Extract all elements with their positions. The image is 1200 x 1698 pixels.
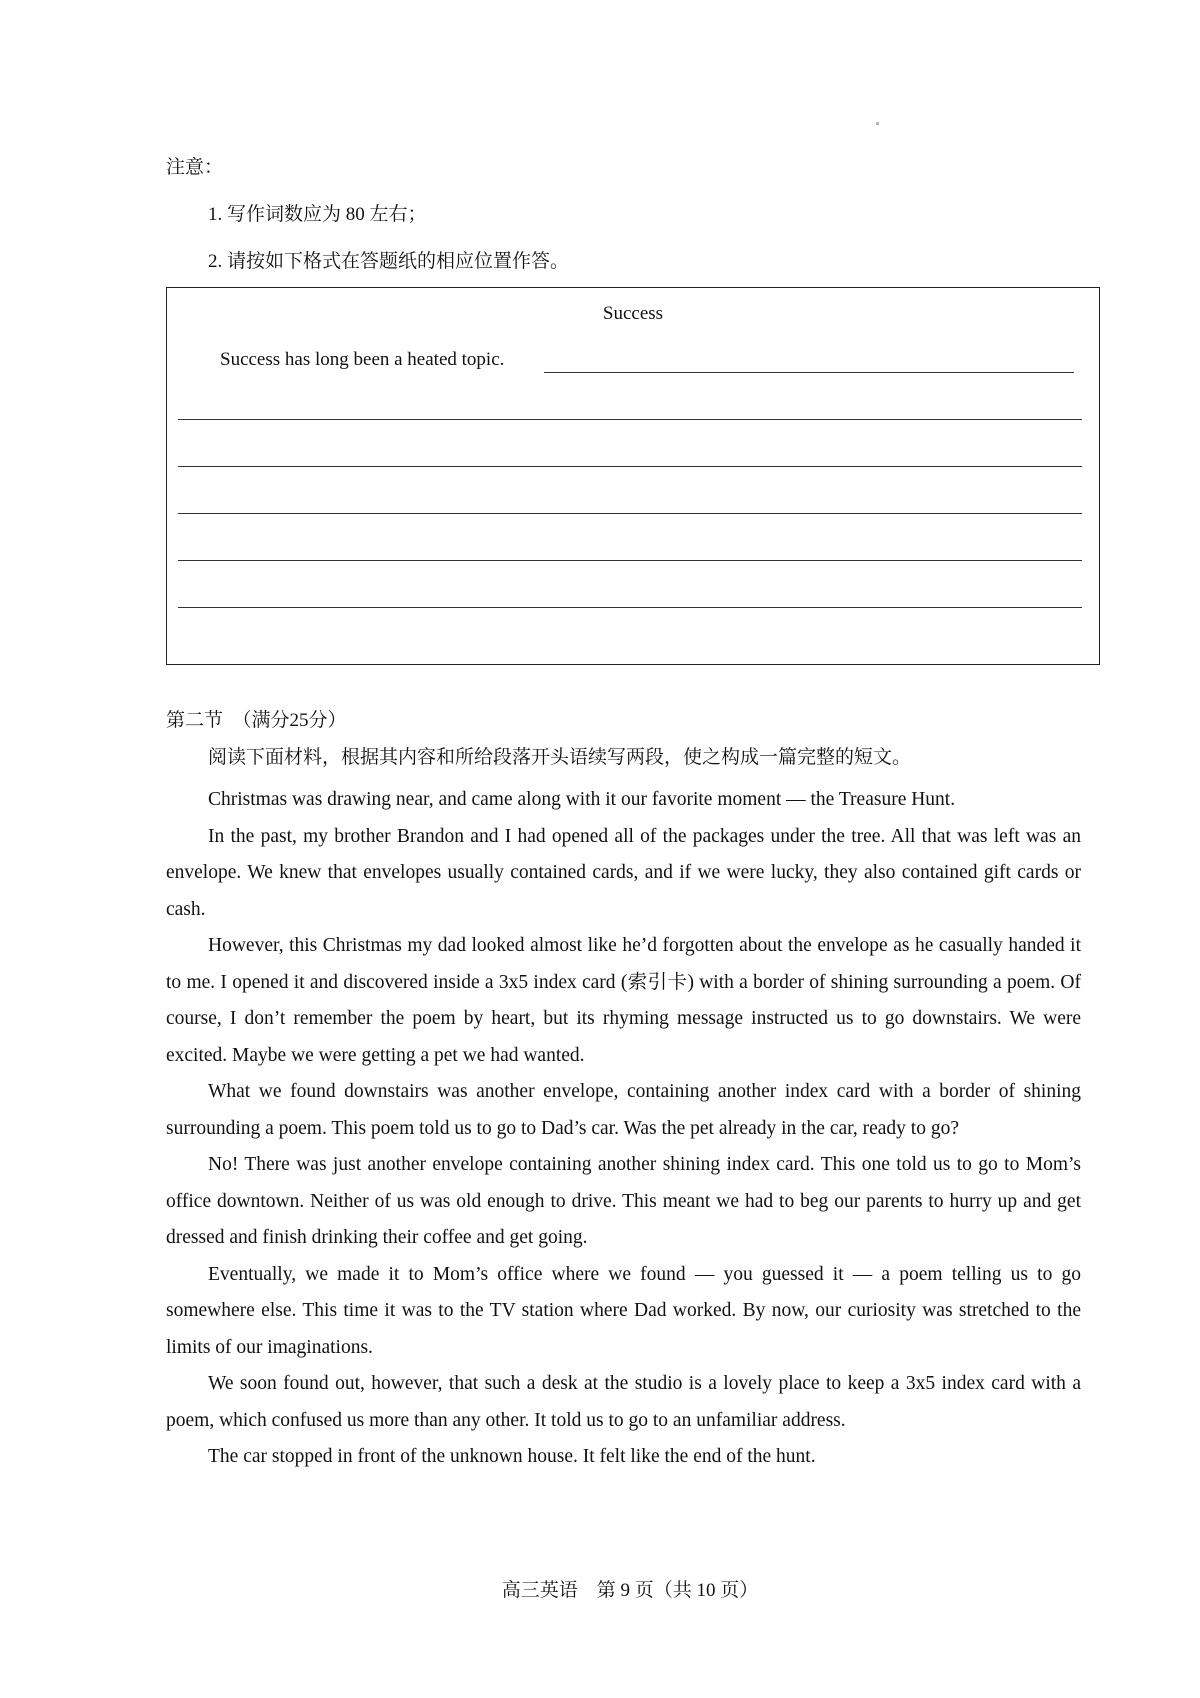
page-footer: 高三英语 第 9 页（共 10 页） [501, 1580, 759, 1601]
note-item-1: 1. 写作词数应为 80 左右； [208, 204, 427, 225]
section-two-instruction: 阅读下面材料，根据其内容和所给段落开头语续写两段，使之构成一篇完整的短文。 [208, 747, 912, 768]
note-item-2: 2. 请按如下格式在答题纸的相应位置作答。 [208, 251, 570, 272]
essay-title: Success [602, 303, 664, 324]
answer-line-5 [178, 560, 1082, 561]
section-two-title: 第二节 （满分25分） [166, 710, 347, 731]
notes-heading: 注意： [166, 157, 224, 178]
answer-line-4 [178, 513, 1082, 514]
answer-line-1 [544, 372, 1074, 373]
answer-line-2 [178, 419, 1082, 420]
answer-format-box [166, 287, 1100, 665]
story-paragraph-7: We soon found out, however, that such a desk at the studio is a lovely place to keep a 3x5 index card with a poem, which confused us more than any other. It told us to go to an unfamiliar address. [166, 1373, 1081, 1431]
answer-line-3 [178, 466, 1082, 467]
story-text [166, 782, 1081, 1476]
scan-speck [876, 122, 879, 125]
story-paragraph-1: Christmas was drawing near, and came along with it our favorite moment — the Treasure Hunt. [208, 789, 956, 810]
story-paragraph-3: However, this Christmas my dad looked almost like he’d forgotten about the envelope as he casually handed it to me. I opened it and discovered inside a 3x5 index card (索引卡) with a border of shining surrounding a poem. Of course, I don’t remember the poem by heart, but its rhyming message instructed us to go downstairs. We were excited. Maybe we were getting a pet we had wanted. [166, 935, 1081, 1066]
story-paragraph-6: Eventually, we made it to Mom’s office where we found — you guessed it — a poem telling us to go somewhere else. This time it was to the TV station where Dad worked. By now, our curiosity was stretched to the limits of our imaginations. [166, 1263, 1081, 1358]
essay-first-line: Success has long been a heated topic. [220, 349, 505, 370]
story-paragraph-8: The car stopped in front of the unknown house. It felt like the end of the hunt. [208, 1446, 816, 1467]
answer-line-6 [178, 607, 1082, 608]
story-paragraph-5: No! There was just another envelope containing another shining index card. This one told us to go to Mom’s office downtown. Neither of us was old enough to drive. This meant we had to beg our parents to hurry up and get dressed and finish drinking their coffee and get going. [166, 1154, 1081, 1248]
story-paragraph-2: In the past, my brother Brandon and I had opened all of the packages under the tree. All that was left was an envelope. We knew that envelopes usually contained cards, and if we were lucky, they also contained gift cards or cash. [166, 825, 1081, 920]
story-paragraph-4: What we found downstairs was another envelope, containing another index card with a border of shining surrounding a poem. This poem told us to go to Dad’s car. Was the pet already in the car, ready to go? [166, 1081, 1081, 1139]
